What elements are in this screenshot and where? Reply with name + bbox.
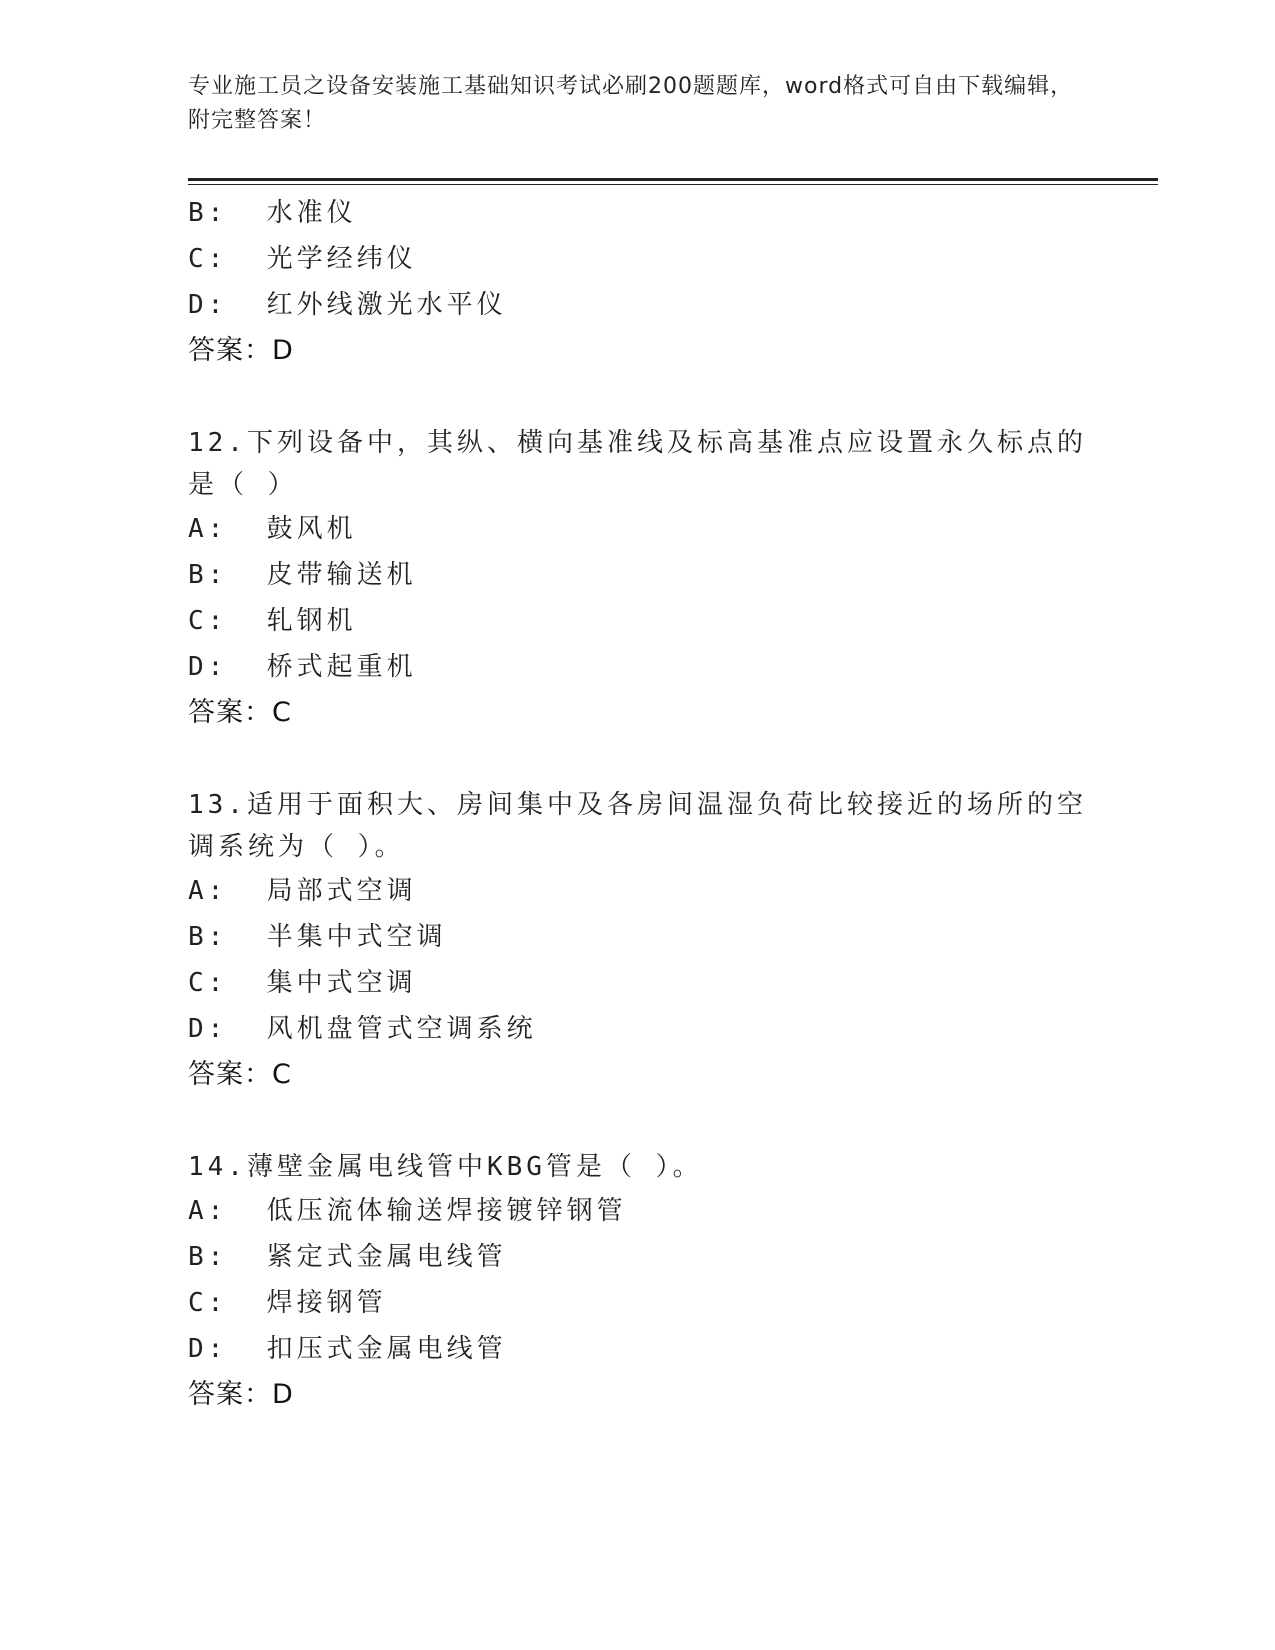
spacer (188, 736, 1088, 784)
option-c: C: 光学经纬仪 (188, 244, 417, 274)
header-title: 专业施工员之设备安装施工基础知识考试必刷200题题库，word格式可自由下载编辑，附完整答案！ (188, 74, 1074, 133)
answer-line: 答案：C (188, 1059, 292, 1090)
option-c: C: 轧钢机 (188, 606, 357, 636)
question-13 (188, 784, 1088, 1098)
option-d: D: 风机盘管式空调系统 (188, 1014, 537, 1044)
prev-question-block (188, 190, 1088, 374)
document-header (188, 70, 1088, 138)
option-d: D: 桥式起重机 (188, 652, 417, 682)
question-text: 14.薄壁金属电线管中KBG管是（ ）。 (188, 1152, 703, 1182)
header-divider-thick (188, 178, 1158, 181)
header-divider-thin (188, 184, 1158, 185)
option-c: C: 集中式空调 (188, 968, 417, 998)
option-a: A: 鼓风机 (188, 514, 357, 544)
question-14 (188, 1146, 1088, 1418)
option-b: B: 紧定式金属电线管 (188, 1242, 507, 1272)
spacer (188, 374, 1088, 422)
question-12 (188, 422, 1088, 736)
question-content (188, 190, 1088, 1418)
option-d: D: 红外线激光水平仪 (188, 290, 507, 320)
option-b: B: 皮带输送机 (188, 560, 417, 590)
answer-line: 答案：D (188, 335, 294, 366)
option-b: B: 水准仪 (188, 198, 357, 228)
option-a: A: 局部式空调 (188, 876, 417, 906)
option-c: C: 焊接钢管 (188, 1288, 387, 1318)
answer-line: 答案：C (188, 697, 292, 728)
question-text: 12.下列设备中，其纵、横向基准线及标高基准点应设置永久标点的是（ ） (188, 428, 1087, 500)
option-d: D: 扣压式金属电线管 (188, 1334, 507, 1364)
spacer (188, 1098, 1088, 1146)
option-b: B: 半集中式空调 (188, 922, 447, 952)
option-a: A: 低压流体输送焊接镀锌钢管 (188, 1196, 627, 1226)
answer-line: 答案：D (188, 1379, 294, 1410)
question-text: 13.适用于面积大、房间集中及各房间温湿负荷比较接近的场所的空调系统为（ ）。 (188, 790, 1087, 862)
